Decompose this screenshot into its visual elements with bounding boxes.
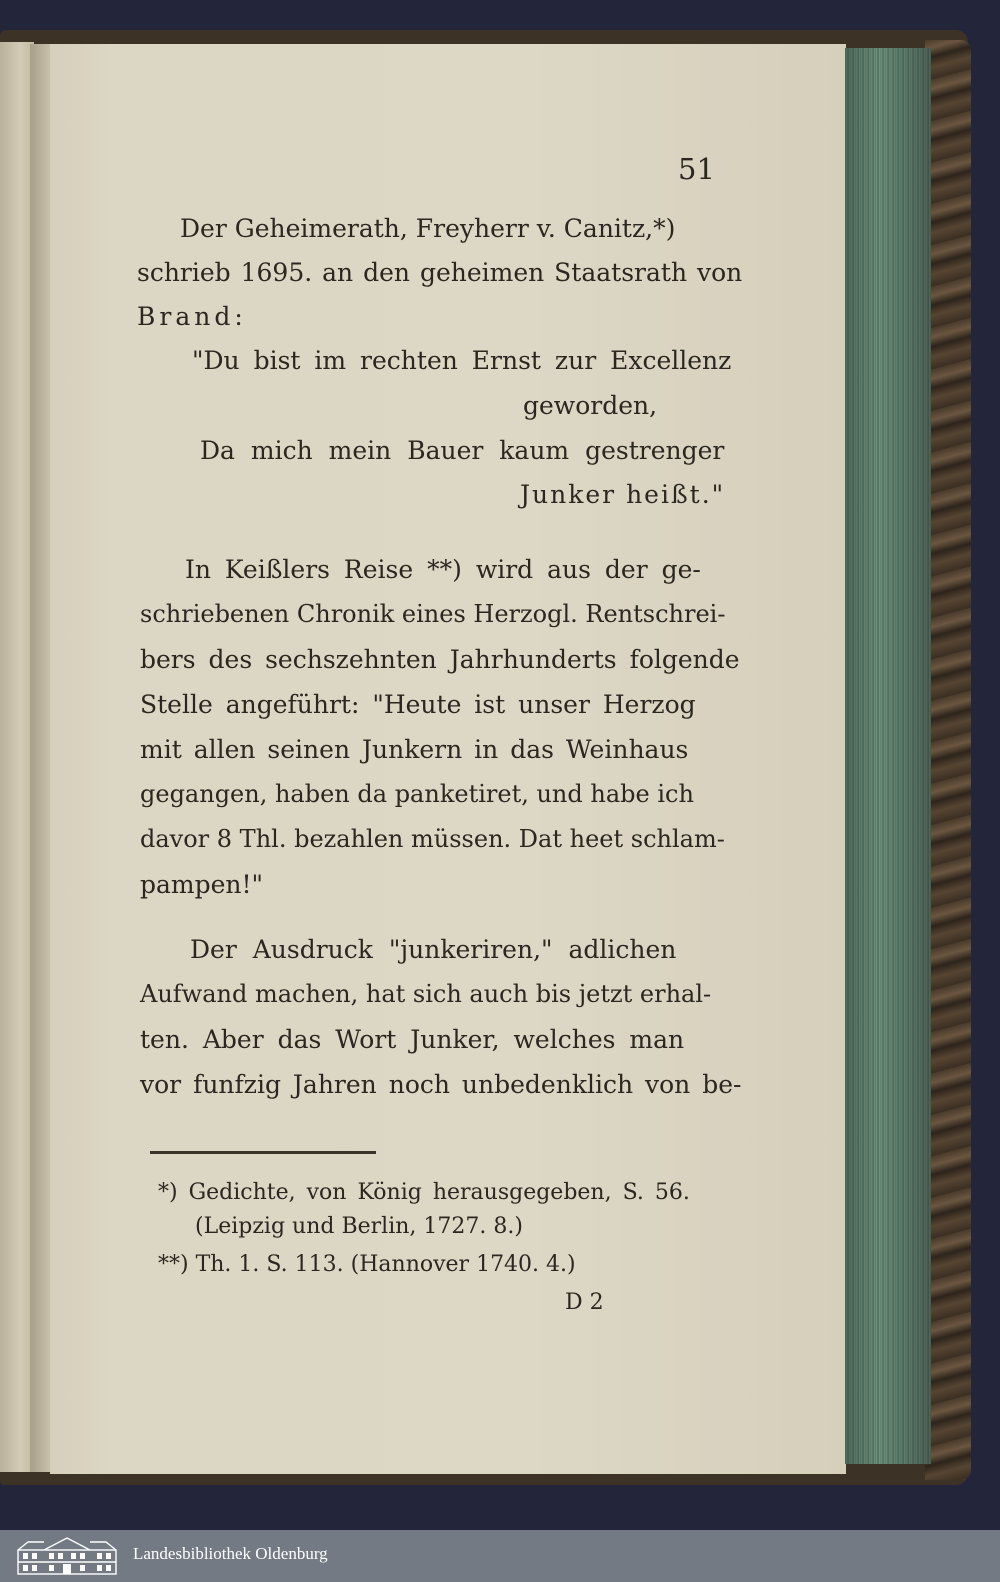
text-line: geworden, (523, 391, 658, 420)
text-line: Aufwand machen, hat sich auch bis jetzt erhal- (140, 980, 712, 1008)
text-line: Junker heißt." (520, 480, 726, 509)
text-line: schriebenen Chronik eines Herzogl. Rentschrei- (140, 600, 726, 628)
text-line: davor 8 Thl. bezahlen müssen. Dat heet schlam- (140, 825, 725, 853)
footnote: (Leipzig und Berlin, 1727. 8.) (195, 1214, 523, 1239)
page-number: 51 (678, 152, 715, 186)
library-building-icon (14, 1536, 120, 1576)
text-line: mit allen seinen Junkern in das Weinhaus (140, 735, 689, 764)
library-name: Landesbibliothek Oldenburg (133, 1544, 328, 1563)
text-line: schrieb 1695. an den geheimen Staatsrath von (137, 258, 743, 287)
marbled-cover-edge (925, 40, 971, 1480)
text-line: Der Geheimerath, Freyherr v. Canitz,*) (180, 214, 676, 243)
footnote: **) Th. 1. S. 113. (Hannover 1740. 4.) (158, 1252, 576, 1277)
signature-mark: D 2 (565, 1290, 604, 1315)
text-line: Stelle angeführt: "Heute ist unser Herzog (140, 690, 696, 719)
text-line: bers des sechszehnten Jahrhunderts folgende (140, 645, 740, 674)
text-line: Brand: (137, 302, 247, 331)
text-line: Der Ausdruck "junkeriren," adlichen (190, 935, 677, 964)
text-line: ten. Aber das Wort Junker, welches man (140, 1025, 685, 1054)
text-line: Da mich mein Bauer kaum gestrenger (200, 436, 725, 465)
footnote: *) Gedichte, von König herausgegeben, S. 56. (158, 1180, 690, 1205)
text-line: In Keißlers Reise **) wird aus der ge- (185, 555, 701, 584)
footer-bar (0, 1530, 1000, 1582)
footnote-rule (150, 1151, 376, 1154)
left-page-edge (0, 42, 34, 1472)
text-line: vor funfzig Jahren noch unbedenklich von be- (140, 1070, 742, 1099)
text-line: gegangen, haben da panketiret, und habe ich (140, 780, 694, 808)
text-line: "Du bist im rechten Ernst zur Excellenz (192, 346, 732, 375)
text-line: pampen!" (140, 870, 264, 899)
